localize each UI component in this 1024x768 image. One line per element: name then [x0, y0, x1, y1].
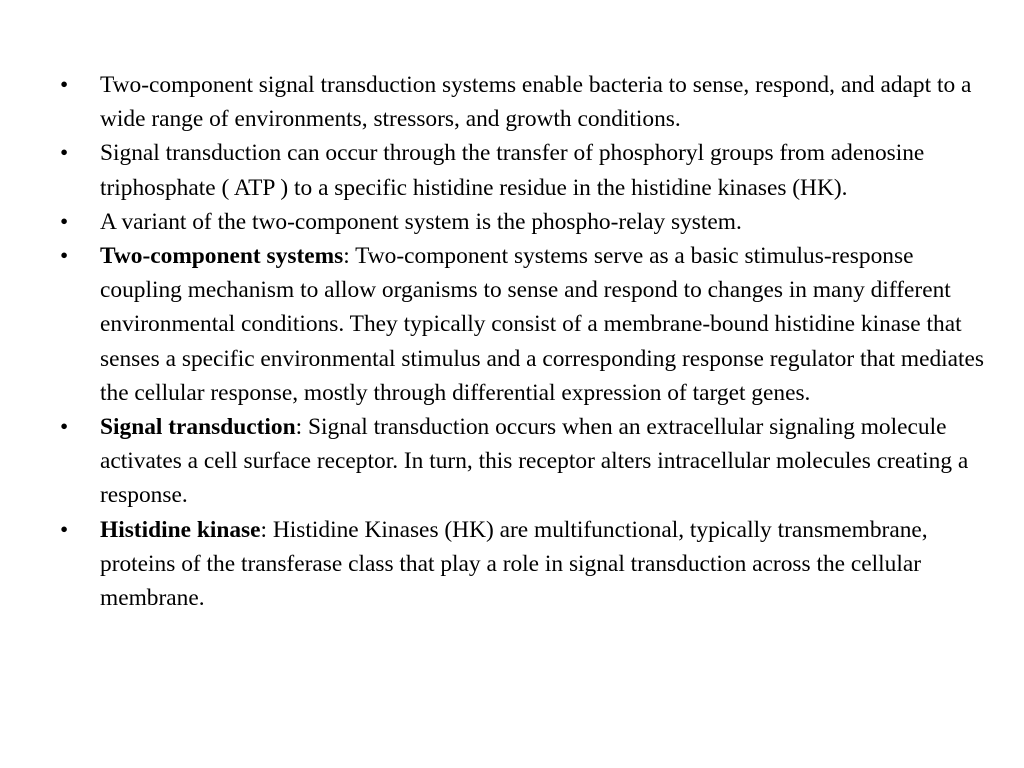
bullet-text: Signal transduction occurs when an extracellular signaling molecule activates a cell surface receptor. In turn, this receptor alters intracellular molecules creating a response.: [100, 414, 969, 509]
bullet-text: A variant of the two-component system is the phospho-relay system.: [100, 208, 742, 235]
bullet-term: Histidine kinase: [100, 516, 261, 543]
bullet-text: Histidine Kinases (HK) are multifunctional, typically transmembrane, proteins of the transferase class that play a role in signal transduction across the cellular membrane.: [100, 516, 928, 612]
bullet-item: [60, 205, 990, 239]
bullet-term: Signal transduction: [100, 414, 296, 441]
bullet-item: [60, 410, 990, 513]
bullet-item: [60, 513, 990, 616]
bullet-term: Two-component systems: [100, 243, 344, 270]
bullet-icon: •: [60, 208, 69, 235]
bullet-item: [60, 239, 990, 410]
bullet-list: [60, 68, 990, 615]
bullet-item: [60, 136, 990, 204]
bullet-separator: :: [260, 516, 268, 543]
bullet-icon: •: [60, 414, 69, 441]
bullet-icon: •: [60, 516, 69, 543]
bullet-icon: •: [60, 243, 69, 270]
bullet-separator: :: [295, 414, 303, 441]
bullet-text: Two-component signal transduction systems enable bacteria to sense, respond, and adapt to a wide range of environments, stressors, and growth conditions.: [100, 72, 972, 133]
bullet-icon: •: [60, 72, 69, 98]
bullet-separator: :: [343, 243, 350, 270]
bullet-text: Signal transduction can occur through the transfer of phosphoryl groups from adenosine triphosphate ( ATP ) to a specific histidine residue in the histidine kinases (HK).: [100, 140, 925, 201]
bullet-text: Two-component systems serve as a basic stimulus-response coupling mechanism to allow organisms to sense and respond to changes in many different environmental conditions. They typically consist of a membrane-bound histidine kinase that senses a specific environmental stimulus and a corresponding response regulator that mediates the cellular response, mostly through differential expression of target genes.: [100, 243, 985, 406]
bullet-icon: •: [60, 140, 69, 167]
bullet-item: [60, 68, 990, 136]
